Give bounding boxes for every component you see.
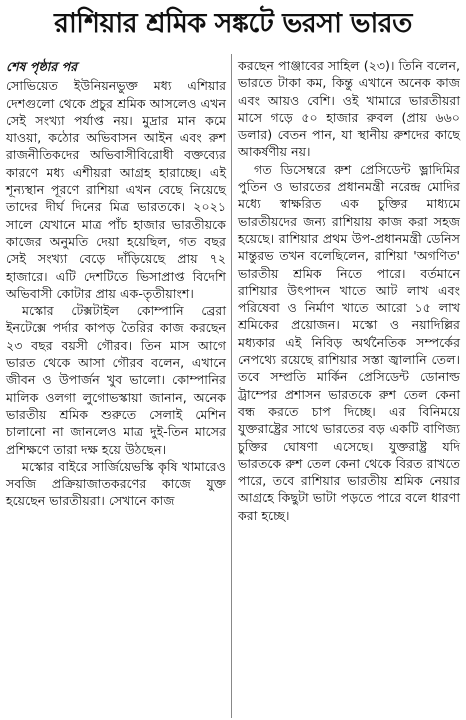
article-column-left xyxy=(6,58,226,510)
article-paragraph: করছেন পাঞ্জাবের সাহিল (২৩)। তিনি বলেন, ভারতে টাকা কম, কিন্তু এখানে অনেক কাজ এবং আয়ও বেশি। ওই খামারে ভারতীয়রা মাসে গড়ে ৫০ হাজার রুবল (প্রায় ৬৬০ ডলার) বেতন পান, যা স্থানীয় রুশদের কাছে আকর্ষণীয় নয়। xyxy=(238,58,460,160)
article-paragraph: সোভিয়েত ইউনিয়নভুক্ত মধ্য এশিয়ার দেশগুলো থেকে প্রচুর শ্রমিক আসলেও এখন সেই সংখ্যা পর্যাপ্ত নয়। মুদ্রার মান কমে যাওয়া, কঠোর অভিবাসন আইন এবং রুশ রাজনীতিকদের অভিবাসীবিরোধী বক্তব্যের কারণে মধ্য এশীয়রা আগ্রহ হারাচ্ছে। এই শূন্যস্থান পূরণে রাশিয়া এখন বেছে নিয়েছে তাদের দীর্ঘ দিনের মিত্র ভারতকে। ২০২১ সালে যেখানে মাত্র পাঁচ হাজার ভারতীয়কে কাজের অনুমতি দেয়া হয়েছিল, গত বছর সেই সংখ্যা বেড়ে দাঁড়িয়েছে প্রায় ৭২ হাজারে। এটি দেশটিতে ভিসাপ্রাপ্ত বিদেশি অভিবাসী কোটার প্রায় এক-তৃতীয়াংশ। xyxy=(6,78,226,301)
continued-from-kicker: শেষ পৃষ্ঠার পর xyxy=(6,59,78,74)
article-paragraph: গত ডিসেম্বরে রুশ প্রেসিডেন্ট ভ্লাদিমির পুতিন ও ভারতের প্রধানমন্ত্রী নরেন্দ্র মোদির মধ্যে স্বাক্ষরিত এক চুক্তির মাধ্যমে ভারতীয়দের জন্য রাশিয়ায় কাজ করা সহজ হয়েছে। রাশিয়ার প্রথম উপ-প্রধানমন্ত্রী ডেনিস মান্তুরভ তখন বলেছিলেন, রাশিয়া 'অগণিত' ভারতীয় শ্রমিক নিতে পারে। বর্তমানে রাশিয়ার উৎপাদন খাতে আট লাখ এবং পরিষেবা ও নির্মাণ খাতে আরো ১৫ লাখ শ্রমিকের প্রয়োজন। মস্কো ও নয়াদিল্লির মধ্যকার এই নিবিড় অর্থনৈতিক সম্পর্কের নেপথ্যে রয়েছে রাশিয়ার সস্তা জ্বালানি তেল। তবে সম্প্রতি মার্কিন প্রেসিডেন্ট ডোনাল্ড ট্রাম্পের প্রশাসন ভারতকে রুশ তেল কেনা বন্ধ করতে চাপ দিচ্ছে। এর বিনিময়ে যুক্তরাষ্ট্রের সাথে ভারতের বড় একটি বাণিজ্য চুক্তির ঘোষণা এসেছে। যুক্তরাষ্ট্র যদি ভারতকে রুশ তেল কেনা থেকে বিরত রাখতে পারে, তবে রাশিয়ার ভারতীয় শ্রমিক নেয়ার আগ্রহে কিছুটা ভাটা পড়তে পারে বলে ধারণা করা হচ্ছে। xyxy=(238,161,460,523)
article-paragraph: মস্কোর টেক্সটাইল কোম্পানি ব্রেরা ইনটেক্সে পর্দার কাপড় তৈরির কাজ করছেন ২৩ বছর বয়সী গৌরব। তিন মাস আগে ভারত থেকে আসা গৌরব বলেন, এখানে জীবন ও উপার্জন খুব ভালো। কোম্পানির মালিক ওলগা লুগোভস্কায়া জানান, অনেক ভারতীয় শ্রমিক শুরুতে সেলাই মেশিন চালানো না জানলেও মাত্র দুই-তিন মাসের প্রশিক্ষণে তারা দক্ষ হয়ে উঠছেন। xyxy=(6,303,226,457)
article-paragraph: মস্কোর বাইরে সার্জিয়েভস্কি কৃষি খামারেও সবজি প্রক্রিয়াজাতকরণের কাজে যুক্ত হয়েছেন ভারতীয়রা। সেখানে কাজ xyxy=(6,458,226,509)
article-column-right xyxy=(238,57,460,524)
column-divider xyxy=(231,54,232,718)
headline: রাশিয়ার শ্রমিক সঙ্কটে ভরসা ভারত xyxy=(54,8,412,39)
